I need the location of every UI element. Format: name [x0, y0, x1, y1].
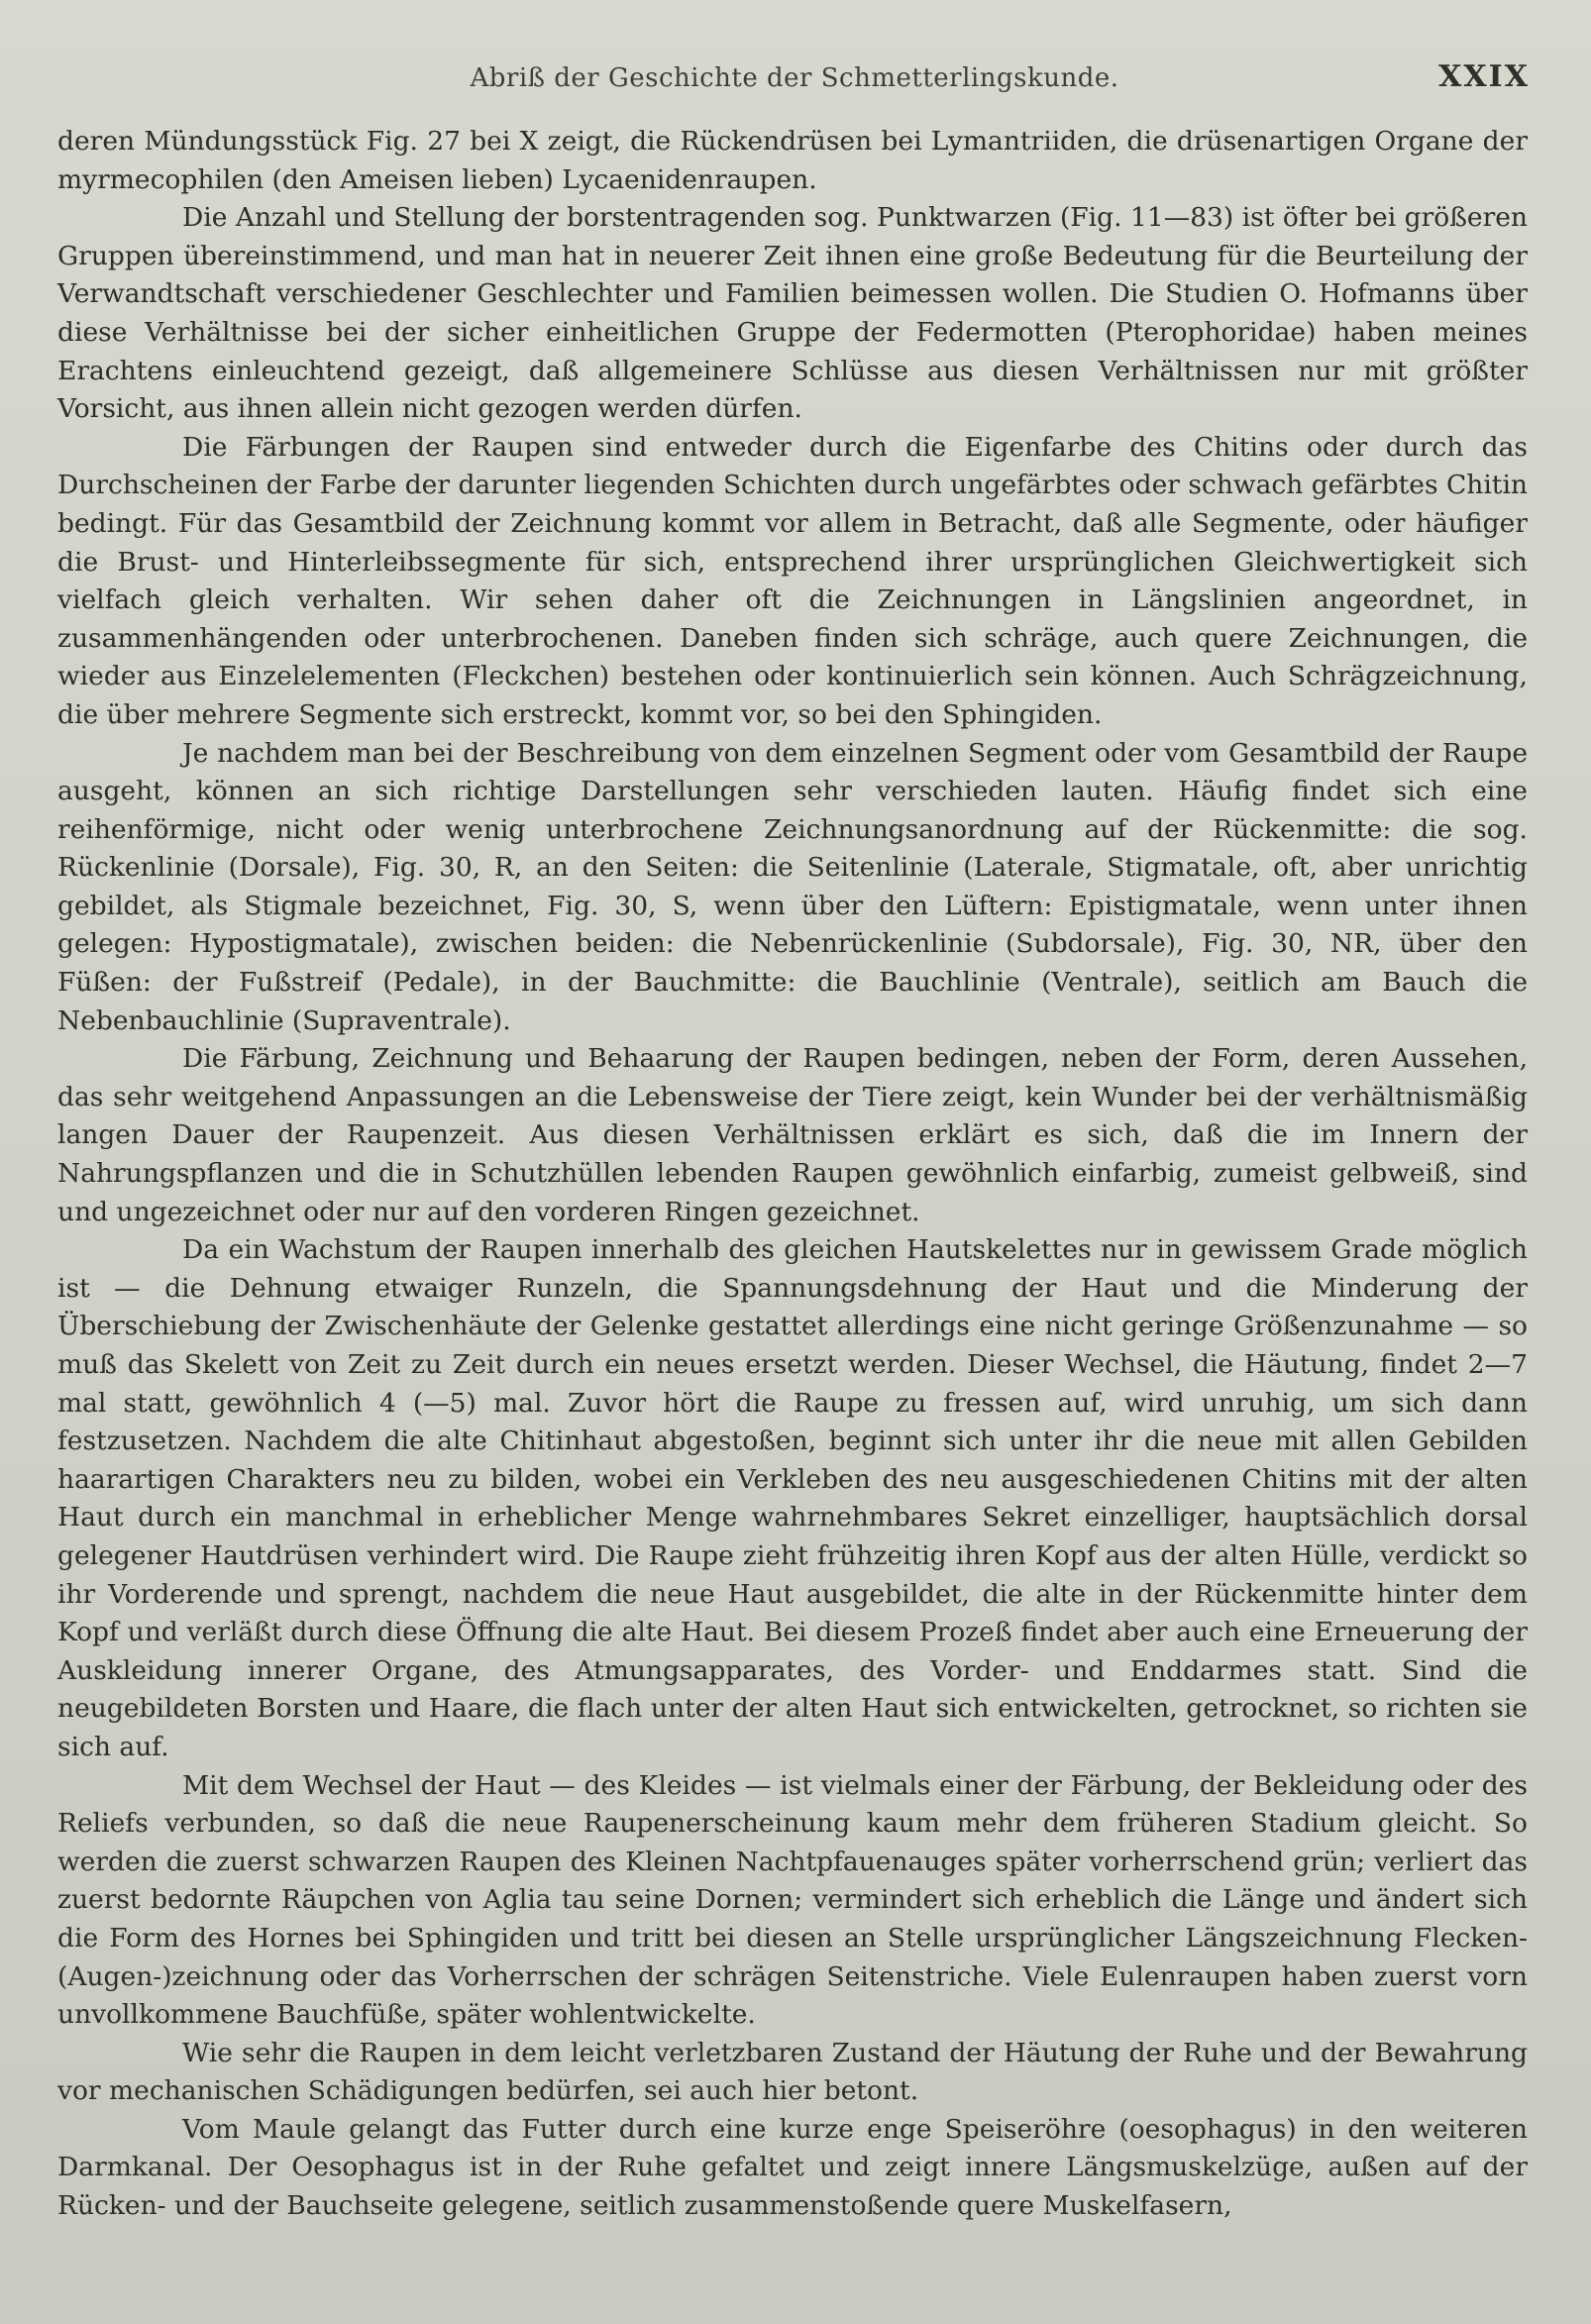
- paragraph: Je nachdem man bei der Beschreibung von dem einzelnen Segment oder vom Gesamtbild der Raupe ausgeht, können an sich richtige Darstellungen sehr verschieden lauten. Häufig findet sich eine reihenförmige, nicht oder wenig unterbrochene Zeichnungsanordnung auf der Rückenmitte: die sog. Rückenlinie (Dorsale), Fig. 30, R, an den Seiten: die Seitenlinie (Laterale, Stigmatale, oft, aber unrichtig gebildet, als Stigmale bezeichnet, Fig. 30, S, wenn über den Lüftern: Epistigmatale, wenn unter ihnen gelegen: Hypostigmatale), zwischen beiden: die Nebenrückenlinie (Subdorsale), Fig. 30, NR, über den Füßen: der Fußstreif (Pedale), in der Bauchmitte: die Bauchlinie (Ventrale), seitlich am Bauch die Nebenbauchlinie (Supraventrale).: [57, 737, 1528, 1036]
- running-head: Abriß der Geschichte der Schmetterlingskunde.: [470, 63, 1119, 93]
- paragraph: Wie sehr die Raupen in dem leicht verletzbaren Zustand der Häutung der Ruhe und der Bewahrung vor mechanischen Schädigungen bedürfen, sei auch hier betont.: [57, 2037, 1528, 2107]
- paragraph: Die Färbung, Zeichnung und Behaarung der Raupen bedingen, neben der Form, deren Aussehen, das sehr weitgehend Anpassungen an die Lebensweise der Tiere zeigt, kein Wunder bei der verhältnismäßig langen Dauer der Raupenzeit. Aus diesen Verhältnissen erklärt es sich, daß die im Innern der Nahrungspflanzen und die in Schutzhüllen lebenden Raupen gewöhnlich einfarbig, zumeist gelbweiß, sind und ungezeichnet oder nur auf den vorderen Ringen gezeichnet.: [57, 1043, 1528, 1227]
- paragraph: Die Anzahl und Stellung der borstentragenden sog. Punktwarzen (Fig. 11—83) ist öfter bei größeren Gruppen übereinstimmend, und man hat in neuerer Zeit ihnen eine große Bedeutung für die Beurteilung der Verwandtschaft verschiedener Geschlechter und Familien beimessen wollen. Die Studien O. Hofmanns über diese Verhältnisse bei der sicher einheitlichen Gruppe der Federmotten (Pterophoridae) haben meines Erachtens einleuchtend gezeigt, daß allgemeinere Schlüsse aus diesen Verhältnissen nur mit größter Vorsicht, aus ihnen allein nicht gezogen werden dürfen.: [57, 202, 1528, 425]
- body-text: [57, 123, 1528, 2226]
- page-number: XXIX: [1438, 59, 1530, 94]
- paragraph: Mit dem Wechsel der Haut — des Kleides — ist vielmals einer der Färbung, der Bekleidung oder des Reliefs verbunden, so daß die neue Raupenerscheinung kaum mehr dem früheren Stadium gleicht. So werden die zuerst schwarzen Raupen des Kleinen Nachtpfauenauges später vorherrschend grün; verliert das zuerst bedornte Räupchen von Aglia tau seine Dornen; vermindert sich erheblich die Länge und ändert sich die Form des Hornes bei Sphingiden und tritt bei diesen an Stelle ursprünglicher Längszeichnung Flecken-(Augen-)zeichnung oder das Vorherrschen der schrägen Seitenstriche. Viele Eulenraupen haben zuerst vorn unvollkommene Bauchfüße, später wohlentwickelte.: [57, 1769, 1528, 2031]
- paragraph: Da ein Wachstum der Raupen innerhalb des gleichen Hautskelettes nur in gewissem Grade möglich ist — die Dehnung etwaiger Runzeln, die Spannungsdehnung der Haut und die Minderung der Überschiebung der Zwischenhäute der Gelenke gestattet allerdings eine nicht geringe Größenzunahme — so muß das Skelett von Zeit zu Zeit durch ein neues ersetzt werden. Dieser Wechsel, die Häutung, findet 2—7 mal statt, gewöhnlich 4 (—5) mal. Zuvor hört die Raupe zu fressen auf, wird unruhig, um sich dann festzusetzen. Nachdem die alte Chitinhaut abgestoßen, beginnt sich unter ihr die neue mit allen Gebilden haarartigen Charakters neu zu bilden, wobei ein Verkleben des neu ausgeschiedenen Chitins mit der alten Haut durch ein manchmal in erheblicher Menge wahrnehmbares Sekret einzelliger, hauptsächlich dorsal gelegener Hautdrüsen verhindert wird. Die Raupe zieht frühzeitig ihren Kopf aus der alten Hülle, verdickt so ihr Vorderende und sprengt, nachdem die neue Haut ausgebildet, die alte in der Rückenmitte hinter dem Kopf und verläßt durch diese Öffnung die alte Haut. Bei diesem Prozeß findet aber auch eine Erneuerung der Auskleidung innerer Organe, des Atmungsapparates, des Vorder- und Enddarmes statt. Sind die neugebildeten Borsten und Haare, die flach unter der alten Haut sich entwickelten, getrocknet, so richten sie sich auf.: [57, 1234, 1528, 1762]
- paragraph: deren Mündungsstück Fig. 27 bei X zeigt, die Rückendrüsen bei Lymantriiden, die drüsenartigen Organe der myrmecophilen (den Ameisen lieben) Lycaenidenraupen.: [57, 126, 1528, 195]
- paragraph: Die Färbungen der Raupen sind entweder durch die Eigenfarbe des Chitins oder durch das Durchscheinen der Farbe der darunter liegenden Schichten durch ungefärbtes oder schwach gefärbtes Chitin bedingt. Für das Gesamtbild der Zeichnung kommt vor allem in Betracht, daß alle Segmente, oder häufiger die Brust- und Hinterleibssegmente für sich, entsprechend ihrer ursprünglichen Gleichwertigkeit sich vielfach gleich verhalten. Wir sehen daher oft die Zeichnungen in Längslinien angeordnet, in zusammenhängenden oder unterbrochenen. Daneben finden sich schräge, auch quere Zeichnungen, die wieder aus Einzelelementen (Fleckchen) bestehen oder kontinuierlich sein können. Auch Schrägzeichnung, die über mehrere Segmente sich erstreckt, kommt vor, so bei den Sphingiden.: [57, 431, 1528, 730]
- paragraph: Vom Maule gelangt das Futter durch eine kurze enge Speiseröhre (oesophagus) in den weiteren Darmkanal. Der Oesophagus ist in der Ruhe gefaltet und zeigt innere Längsmuskelzüge, außen auf der Rücken- und der Bauchseite gelegene, seitlich zusammenstoßende quere Muskelfasern,: [57, 2113, 1528, 2222]
- page-header: [57, 59, 1532, 99]
